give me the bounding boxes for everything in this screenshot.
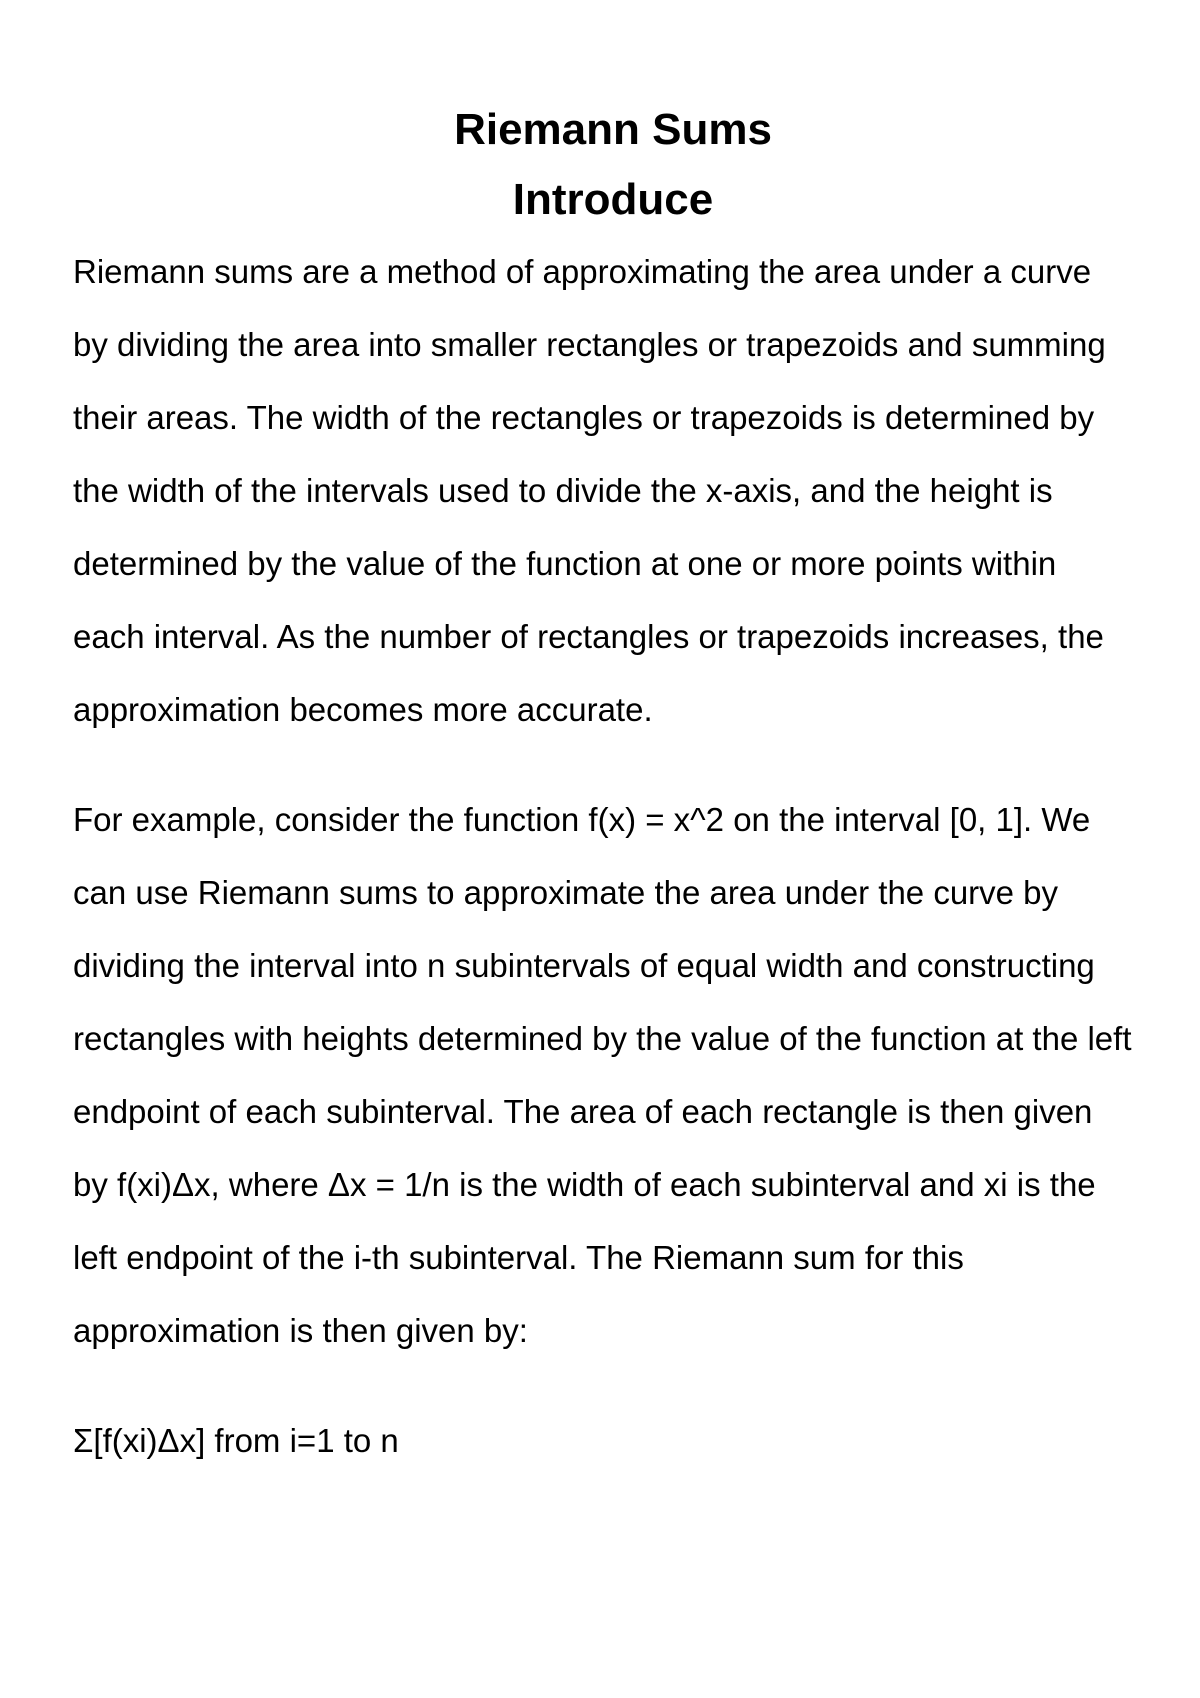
document-page	[73, 95, 1135, 1477]
paragraph-intro: Riemann sums are a method of approximating the area under a curve by dividing the area into smaller rectangles or trapezoids and summing their areas. The width of the rectangles or trapezoids is determined by the width of the intervals used to divide the x-axis, and the height is determined by the value of the function at one or more points within each interval. As the number of rectangles or trapezoids increases, the approximation becomes more accurate.	[73, 253, 1106, 728]
title-line-main: Riemann Sums	[454, 105, 772, 154]
riemann-sum-formula: Σ[f(xi)Δx] from i=1 to n	[73, 1422, 399, 1459]
document-title	[73, 95, 1135, 235]
paragraph-example: For example, consider the function f(x) = x^2 on the interval [0, 1]. We can use Riemann sums to approximate the area under the curve by dividing the interval into n subintervals of equal width and constructing rectangles with heights determined by the value of the function at the left endpoint of each subinterval. The area of each rectangle is then given by f(xi)Δx, where Δx = 1/n is the width of each subinterval and xi is the left endpoint of the i-th subinterval. The Riemann sum for this approximation is then given by:	[73, 801, 1132, 1349]
title-line-sub: Introduce	[512, 175, 714, 224]
